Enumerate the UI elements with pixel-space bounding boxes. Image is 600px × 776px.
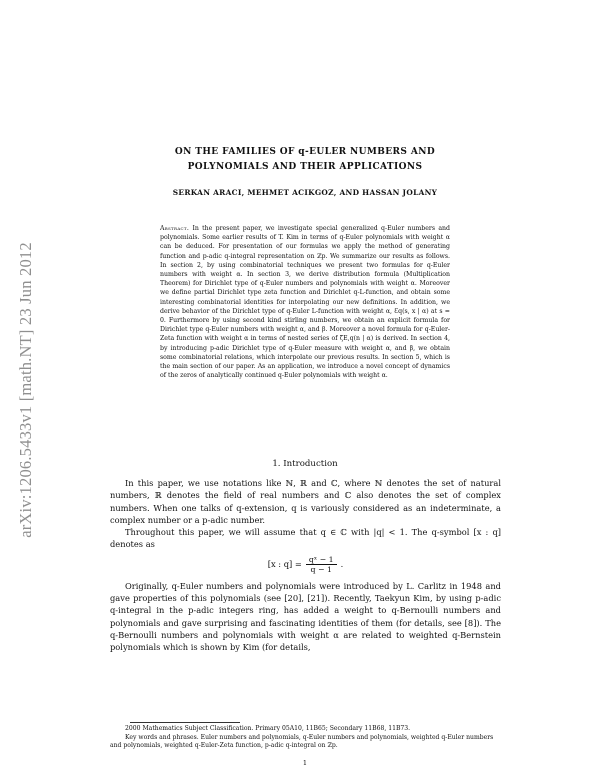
page-number: 1 [302,759,308,767]
abstract [160,224,450,380]
paragraph: In this paper, we use notations like ℕ, ℝ and ℂ, where ℕ denotes the set of natural numbers, ℝ denotes the field of real numbers and ℂ also denotes the set of complex numbers. When one talks of q-extension, q is variously considered as an indeterminate, a complex number or a p-adic number. [110,478,501,525]
paper-title [110,145,500,175]
formula-lhs: [x : q] = [267,559,302,570]
footnotes [110,725,501,751]
arxiv-identifier: arXiv:1206.5433v1 [math.NT] 23 Jun 2012 [16,242,36,538]
footnote-msc: 2000 Mathematics Subject Classification. Primary 05A10, 11B65; Secondary 11B68, 11B73. [125,725,411,732]
formula-numerator: qˣ − 1 [306,555,337,565]
paragraph: Originally, q-Euler numbers and polynomials were introduced by L. Carlitz in 1948 and gave properties of this polynomials (see [20], [21]). Recently, Taekyun Kim, by using p-adic q-integral in the p-adic integers ring, has added a weight to q-Bernoulli numbers and polynomials and gave surprising and fascinating identities of them (for details, see [8]). The q-Bernoulli numbers and polynomials with weight α are related to weighted q-Bernstein polynomials which is shown by Kim (for details, [110,580,501,653]
abstract-text: In the present paper, we investigate special generalized q-Euler numbers and polynomials. Some earlier results of T. Kim in terms of q-Euler polynomials with weight α can be deduced. For presentation of our formulas we apply the method of generating function and p-adic q-integral representation on ℤp. We summarize our results as follows. In section 2, by using combinatorial techniques we present two formulas for q-Euler numbers with weight α. In section 3, we derive distribution formula (Multiplication Theorem) for Dirichlet type of q-Euler numbers and polynomials with weight α. Moreover we define partial Dirichlet type zeta function and Dirichlet q-L-function, and obtain some interesting combinatorial identities for interpolating our new definitions. In addition, we derive behavior of the Dirichlet type of q-Euler L-function with weight α, Ɛq(s, x | α) at s = 0. Furthermore by using second kind stirling numbers, we obtain an explicit formula for Dirichlet type q-Euler numbers with weight α, and β. Moreover a novel formula for q-Euler-Zeta function with weight α in terms of nested series of ζ̃E,q(n | α) is derived. In section 4, by introducing p-adic Dirichlet type of q-Euler measure with weight α, and β, we obtain some combinatorial relations, which interpolate our previous results. In section 5, which is the main section of our paper. As an application, we introduce a novel concept of dynamics of the zeros of analytically continued q-Euler polynomials with weight α. [160,225,451,380]
section-heading: 1. Introduction [272,459,338,469]
q-symbol-formula [110,555,501,574]
body-text [110,477,501,654]
title-line-2: POLYNOMIALS AND THEIR APPLICATIONS [187,162,423,172]
footnote-rule [130,722,240,723]
authors: SERKAN ARACI, MEHMET ACIKGOZ, AND HASSAN JOLANY [172,188,438,197]
abstract-label: Abstract. [160,225,190,232]
arxiv-identifier-stamp [12,180,40,600]
paragraph: Throughout this paper, we will assume that q ∈ ℂ with |q| < 1. The q-symbol [x : q] denotes as [110,527,501,550]
formula-fraction [306,555,337,574]
footnote-keywords: Key words and phrases. Euler numbers and polynomials, q-Euler numbers and polynomials, weighted q-Euler numbers and polynomials, weighted q-Euler-Zeta function, p-adic q-integral on ℤp. [110,733,494,749]
formula-denominator: q − 1 [310,564,332,574]
formula-end: . [340,559,344,570]
title-line-1: ON THE FAMILIES OF q-EULER NUMBERS AND [174,147,436,157]
